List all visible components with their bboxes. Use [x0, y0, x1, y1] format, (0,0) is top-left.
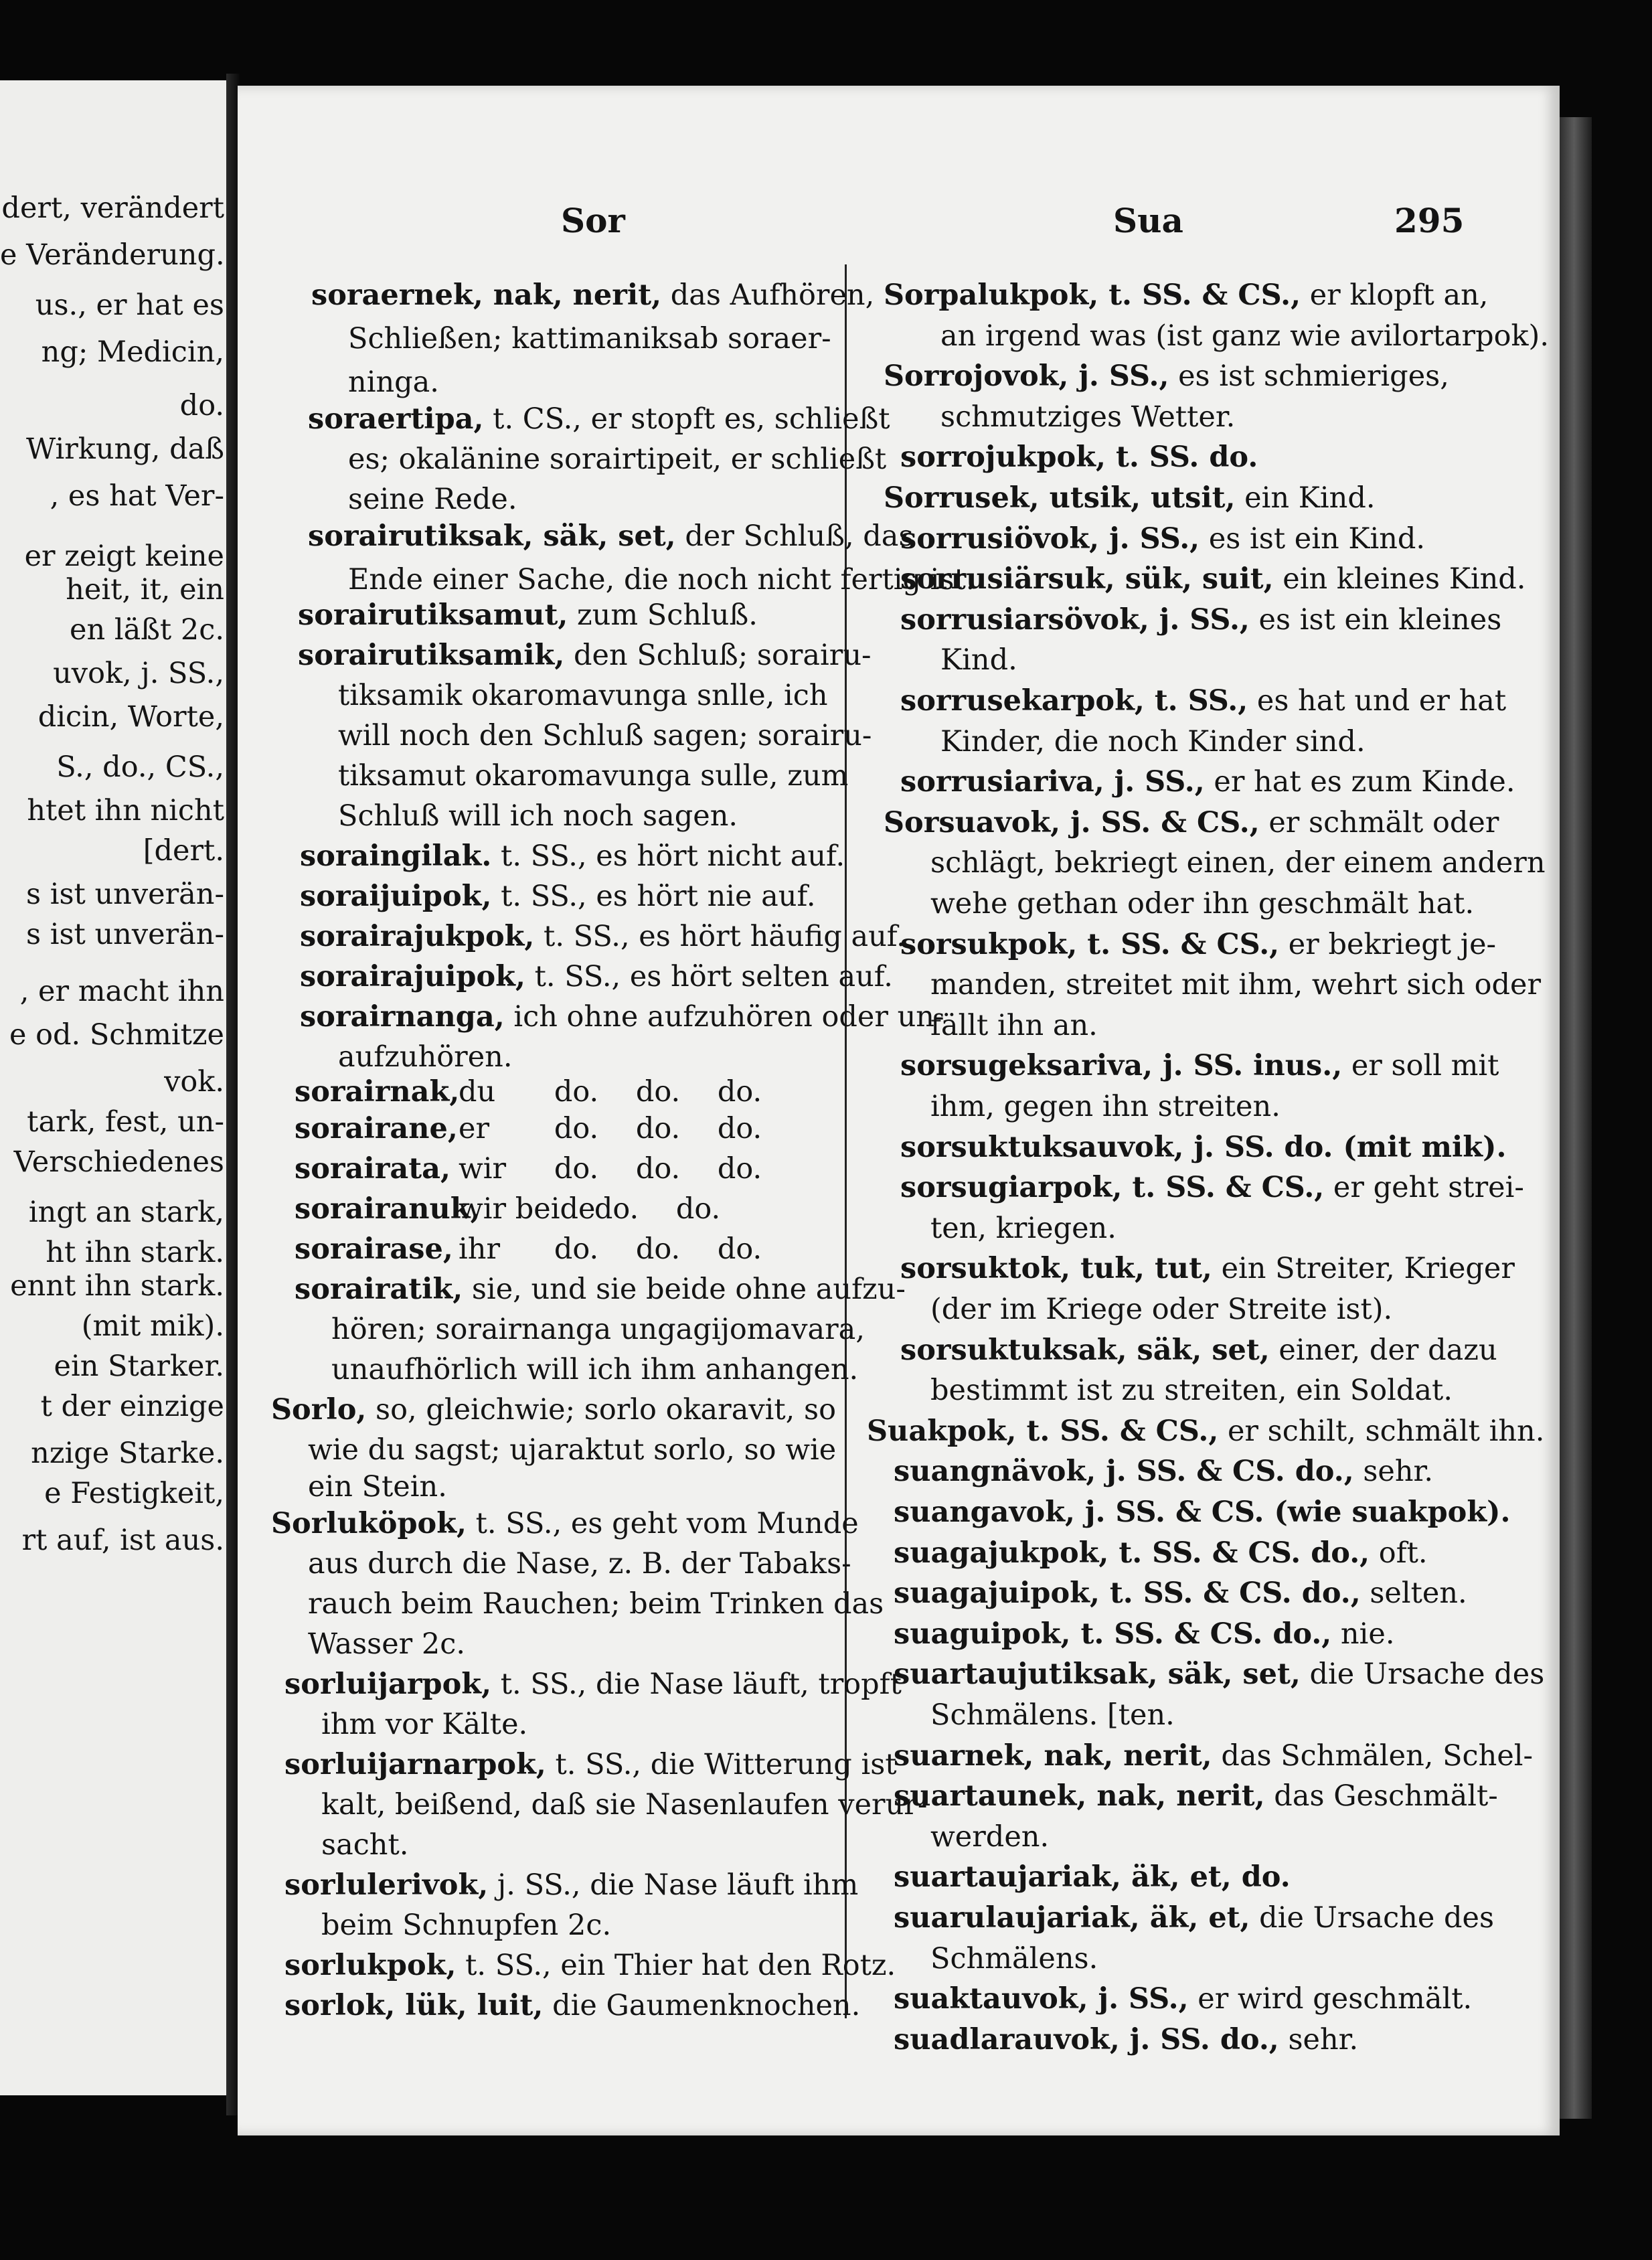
gloss: du [459, 1075, 496, 1109]
entry-continuation [930, 1009, 1098, 1042]
entry-continuation [321, 1911, 611, 1940]
facing-page-text: s ist unverän- [25, 878, 224, 911]
headword: Sorpalukpok, t. SS. & CS., [884, 278, 1301, 312]
entry-headword-line [300, 1000, 944, 1034]
entry-headword-line [900, 440, 1258, 474]
entry-continuation [930, 1214, 1117, 1243]
entry-headword-line [894, 1457, 1433, 1486]
do-table-row [295, 1075, 780, 1109]
facing-page-text: vok. [164, 1065, 224, 1099]
facing-page-text: ng; Medicin, [41, 335, 224, 369]
ditto-mark: do. [717, 1075, 762, 1109]
entry-headword-line [298, 598, 758, 632]
entry-continuation [308, 1587, 884, 1621]
facing-page-text: Verschiedenes [13, 1145, 224, 1179]
headword: sorairajukpok, [300, 920, 535, 953]
headword: sorairnanga, [300, 1000, 505, 1034]
headword: suartaunek, nak, nerit, [894, 1779, 1265, 1813]
entry-headword-line [298, 641, 872, 670]
entry-headword-line [900, 1252, 1515, 1285]
headword: suartaujariak, äk, et, do. [894, 1860, 1291, 1894]
entry-headword-line [900, 765, 1515, 799]
ditto-mark: do. [635, 1112, 681, 1145]
definition-text: er soll mit [1342, 1049, 1499, 1082]
headword: sorrusiarsövok, j. SS., [900, 603, 1250, 637]
definition-text: es ist ein kleines [1249, 603, 1502, 637]
entry-headword-line [271, 1393, 836, 1427]
headword: sorlulerivok, [284, 1868, 489, 1902]
headword: Suakpok, t. SS. & CS., [867, 1415, 1219, 1448]
definition-text: einer, der dazu [1269, 1334, 1497, 1367]
definition-text: sehr. [1353, 1455, 1434, 1488]
definition-text: zum Schluß. [568, 598, 758, 632]
facing-page-text: ennt ihn stark. [10, 1269, 224, 1303]
headword: sorairatik, [295, 1273, 463, 1306]
entry-headword-line [284, 1868, 859, 1902]
entry-headword-line [284, 1670, 902, 1699]
entry-continuation [930, 968, 1542, 1001]
definition-text: es; okalänine sorairtipeit, er schließt [348, 442, 887, 476]
facing-page-text: t der einzige [40, 1390, 224, 1423]
facing-page-text: uvok, j. SS., [53, 657, 224, 690]
definition-text: Kinder, die noch Kinder sind. [940, 725, 1366, 758]
headword: Sorsuavok, j. SS. & CS., [884, 806, 1260, 839]
definition-text: fällt ihn an. [930, 1009, 1098, 1042]
headword: sorrusekarpok, t. SS., [900, 684, 1248, 718]
definition-text: es hat und er hat [1248, 684, 1507, 718]
entry-headword-line [300, 839, 845, 873]
definition-text: er bekriegt je- [1279, 928, 1497, 961]
entry-continuation [338, 719, 872, 752]
entry-continuation [348, 485, 517, 514]
entry-headword-line [300, 882, 816, 911]
headword: suangavok, j. SS. & CS. (wie suakpok). [894, 1496, 1511, 1529]
headword: suagajuipok, t. SS. & CS. do., [894, 1577, 1361, 1610]
entry-headword-line [900, 603, 1502, 637]
entry-headword-line [284, 1951, 896, 1980]
headword: sorsugeksariva, j. SS. inus., [900, 1049, 1343, 1082]
facing-page-text: (mit mik). [81, 1309, 224, 1343]
entry-continuation [930, 887, 1475, 920]
definition-text: wehe gethan oder ihn geschmält hat. [930, 887, 1475, 920]
entry-headword-line [311, 278, 875, 312]
definition-text: er wird geschmält. [1188, 1982, 1473, 2016]
headword: suartaujutiksak, säk, set, [894, 1658, 1301, 1691]
facing-page-text: dicin, Worte, [37, 700, 224, 734]
entry-continuation [940, 643, 1017, 677]
headword: sorrusiärsuk, sük, suit, [900, 562, 1274, 596]
entry-continuation [348, 322, 831, 355]
entry-headword-line [884, 806, 1499, 839]
headword: sorairnak, [295, 1075, 460, 1109]
definition-text: tiksamut okaromavunga sulle, zum [338, 759, 849, 793]
headword: sorairanuk, [295, 1192, 481, 1226]
headword: Sorlo, [271, 1393, 367, 1427]
definition-text: er hat es zum Kinde. [1204, 765, 1515, 799]
entry-continuation [930, 1942, 1098, 1975]
entry-headword-line [884, 359, 1449, 393]
definition-text: den Schluß; sorairu- [564, 639, 872, 672]
headword: suadlarauvok, j. SS. do., [894, 2023, 1279, 2056]
ditto-mark: do. [554, 1075, 599, 1109]
entry-headword-line [300, 922, 906, 951]
entry-headword-line [894, 1860, 1291, 1894]
headword: suaguipok, t. SS. & CS. do., [894, 1617, 1332, 1651]
entry-continuation [338, 681, 828, 710]
facing-page-text: us., er hat es [35, 289, 224, 322]
headword: Sorrojovok, j. SS., [884, 359, 1169, 393]
ditto-mark: do. [594, 1192, 639, 1226]
ditto-mark: do. [717, 1232, 762, 1266]
definition-text: t. SS., es hört häufig auf. [534, 920, 906, 953]
entry-headword-line [894, 1982, 1473, 2016]
definition-text: aufzuhören. [338, 1040, 513, 1074]
definition-text: Schluß will ich noch sagen. [338, 799, 738, 833]
definition-text: an irgend was (ist ganz wie avilortarpok). [940, 319, 1550, 353]
entry-headword-line [900, 1171, 1524, 1204]
entry-headword-line [884, 481, 1376, 515]
definition-text: der Schluß, das [675, 519, 914, 553]
entry-headword-line [300, 960, 893, 993]
ditto-mark: do. [717, 1112, 762, 1145]
entry-continuation [930, 1820, 1050, 1854]
headword: sorsuktuksauvok, j. SS. do. (mit mik). [900, 1131, 1507, 1164]
entry-headword-line [271, 1507, 859, 1540]
entry-continuation [348, 563, 975, 596]
entry-continuation [308, 1627, 466, 1661]
headword: sorsukpok, t. SS. & CS., [900, 928, 1280, 961]
definition-text: ein Kind. [1235, 481, 1376, 515]
headword: suarulaujariak, äk, et, [894, 1901, 1250, 1935]
headword: sorairutiksamut, [298, 598, 568, 632]
definition-text: das Geschmält- [1264, 1779, 1498, 1813]
definition-text: das Aufhören, [661, 278, 875, 312]
facing-page-text: e od. Schmitze [9, 1018, 224, 1052]
definition-text: hören; sorairnanga ungagijomavara, [331, 1313, 865, 1346]
entry-headword-line [900, 522, 1426, 556]
headword: soraernek, nak, nerit, [311, 278, 662, 312]
page-number: 295 [1394, 201, 1465, 240]
definition-text: er schmält oder [1259, 806, 1499, 839]
definition-text: beim Schnupfen 2c. [321, 1909, 612, 1942]
definition-text: ein Stein. [308, 1470, 447, 1504]
ditto-mark: do. [675, 1192, 721, 1226]
facing-page-text: rt auf, ist aus. [21, 1524, 224, 1557]
headword: sorrojukpok, t. SS. do. [900, 440, 1258, 474]
definition-text: er geht strei- [1324, 1171, 1524, 1204]
headword: sorairane, [295, 1112, 458, 1145]
definition-text: er klopft an, [1301, 278, 1489, 312]
definition-text: er schilt, schmält ihn. [1218, 1415, 1545, 1448]
headword: suagajukpok, t. SS. & CS. do., [894, 1536, 1370, 1570]
headword: sorsuktok, tuk, tut, [900, 1252, 1212, 1285]
definition-text: rauch beim Rauchen; beim Trinken das [308, 1587, 884, 1621]
definition-text: die Gaumenknochen. [543, 1989, 861, 2022]
left-guide-word: Sor [561, 201, 625, 240]
definition-text: die Ursache des [1250, 1901, 1495, 1935]
facing-page-text: do. [179, 389, 224, 422]
definition-text: werden. [930, 1820, 1050, 1854]
do-table-row [295, 1112, 780, 1145]
definition-text: Ende einer Sache, die noch nicht fertig ist. [348, 563, 975, 596]
entry-headword-line [894, 1739, 1534, 1773]
entry-headword-line [900, 562, 1526, 596]
definition-text: will noch den Schluß sagen; sorairu- [338, 719, 872, 752]
entry-continuation [930, 846, 1546, 880]
definition-text: es ist ein Kind. [1200, 522, 1426, 556]
entry-headword-line [900, 684, 1507, 718]
definition-text: ich ohne aufzuhören oder un- [504, 1000, 944, 1034]
definition-text: sie, und sie beide ohne aufzu- [463, 1273, 906, 1306]
facing-page-text: dert, verändert [1, 191, 224, 225]
facing-page-text: , es hat Ver- [50, 479, 224, 513]
definition-text: t. SS., ein Thier hat den Rotz. [456, 1949, 896, 1982]
headword: sorlok, lük, luit, [284, 1989, 544, 2022]
gloss: wir beide [459, 1192, 596, 1226]
do-table-row [295, 1232, 780, 1266]
headword: sorluijarpok, [284, 1668, 492, 1701]
definition-text: t. SS., die Witterung ist [546, 1748, 897, 1781]
definition-text: sehr. [1278, 2023, 1359, 2056]
entry-continuation [308, 1433, 837, 1467]
entry-headword-line [894, 1779, 1498, 1813]
entry-continuation [321, 1788, 928, 1822]
definition-text: oft. [1370, 1536, 1428, 1570]
definition-text: ihm vor Kälte. [321, 1708, 528, 1741]
entry-continuation [338, 799, 738, 833]
facing-page-text: htet ihn nicht [27, 794, 224, 827]
definition-text: sacht. [321, 1828, 409, 1862]
page-edge [1560, 117, 1592, 2119]
ditto-mark: do. [635, 1232, 681, 1266]
entry-continuation [308, 1547, 851, 1581]
entry-continuation [940, 400, 1236, 434]
entry-headword-line [894, 1901, 1495, 1935]
entry-headword-line [884, 278, 1489, 312]
entry-continuation [338, 759, 849, 793]
definition-text: bestimmt ist zu streiten, ein Soldat. [930, 1374, 1453, 1407]
definition-text: Schließen; kattimaniksab soraer- [348, 322, 831, 355]
entry-headword-line [900, 928, 1497, 961]
definition-text: schmutziges Wetter. [940, 400, 1236, 434]
facing-page-text: ingt an stark, [28, 1196, 224, 1229]
entry-headword-line [894, 1660, 1544, 1689]
definition-text: nie. [1331, 1617, 1395, 1651]
definition-text: Kind. [940, 643, 1017, 677]
headword: suangnävok, j. SS. & CS. do., [894, 1455, 1354, 1488]
definition-text: t. SS., die Nase läuft, tropft [491, 1668, 902, 1701]
definition-text: Wasser 2c. [308, 1627, 466, 1661]
ditto-mark: do. [554, 1152, 599, 1186]
entry-headword-line [894, 2023, 1359, 2056]
entry-continuation [930, 1090, 1281, 1123]
entry-headword-line [894, 1617, 1395, 1651]
headword: soraingilak. [300, 839, 492, 873]
facing-page-text: e Veränderung. [0, 238, 225, 272]
entry-headword-line [894, 1498, 1510, 1527]
entry-continuation [930, 1698, 1175, 1732]
headword: soraijuipok, [300, 880, 492, 913]
definition-text: seine Rede. [348, 483, 517, 516]
definition-text: t. SS., es hört nie auf. [491, 880, 816, 913]
headword: sorairutiksak, säk, set, [308, 519, 676, 553]
definition-text: manden, streitet mit ihm, wehrt sich oder [930, 968, 1542, 1001]
definition-text: die Ursache des [1300, 1658, 1545, 1691]
definition-text: t. SS., es geht vom Munde [466, 1507, 859, 1540]
headword: suaktauvok, j. SS., [894, 1982, 1189, 2016]
ditto-mark: do. [635, 1075, 681, 1109]
ditto-mark: do. [635, 1152, 681, 1186]
definition-text: t. CS., er stopft es, schließt [483, 402, 890, 436]
headword: sorrusiariva, j. SS., [900, 765, 1205, 799]
entry-headword-line [894, 1579, 1467, 1608]
definition-text: Schmälens. [930, 1942, 1098, 1975]
facing-page-text: en läßt 2c. [70, 613, 224, 647]
definition-text: das Schmälen, Schel- [1212, 1739, 1534, 1773]
entry-headword-line [900, 1336, 1497, 1365]
facing-page-text: [dert. [143, 834, 224, 868]
do-table-row [295, 1152, 780, 1186]
entry-continuation [930, 1295, 1392, 1324]
definition-text: ihm, gegen ihn streiten. [930, 1090, 1281, 1123]
definition-text: t. SS., es hört nicht auf. [491, 839, 845, 873]
entry-headword-line [894, 1536, 1428, 1570]
entry-headword-line [867, 1417, 1544, 1446]
facing-page-text: ein Starker. [54, 1350, 224, 1383]
definition-text: selten. [1360, 1577, 1467, 1610]
entry-continuation [321, 1828, 409, 1862]
entry-headword-line [284, 1989, 861, 2022]
ditto-mark: do. [554, 1232, 599, 1266]
headword: suarnek, nak, nerit, [894, 1739, 1212, 1773]
definition-text: Schmälens. [ten. [930, 1698, 1175, 1732]
definition-text: (der im Kriege oder Streite ist). [930, 1293, 1393, 1326]
facing-page-text: tark, fest, un- [27, 1105, 224, 1139]
entry-headword-line [308, 402, 890, 436]
facing-page-text: s ist unverän- [25, 918, 224, 951]
facing-page-text: ht ihn stark. [46, 1236, 224, 1269]
headword: Sorluköpok, [271, 1507, 467, 1540]
definition-text: ten, kriegen. [930, 1212, 1117, 1245]
facing-page-fragment [0, 80, 226, 2095]
definition-text: t. SS., es hört selten auf. [525, 960, 893, 993]
definition-text: unaufhörlich will ich ihm anhangen. [331, 1353, 859, 1386]
definition-text: ein kleines Kind. [1273, 562, 1526, 596]
gloss: er [459, 1112, 490, 1145]
headword: sorairutiksamik, [298, 639, 565, 672]
entry-headword-line [900, 1133, 1506, 1162]
definition-text: ninga. [348, 366, 439, 399]
definition-text: so, gleichwie; sorlo okaravit, so [366, 1393, 836, 1427]
entry-continuation [930, 1376, 1453, 1405]
headword: sorrusiövok, j. SS., [900, 522, 1200, 556]
definition-text: wie du sagst; ujaraktut sorlo, so wie [308, 1433, 837, 1467]
facing-page-text: e Festigkeit, [44, 1477, 224, 1510]
entry-continuation [338, 1040, 513, 1074]
entry-continuation [348, 368, 439, 397]
entry-headword-line [284, 1748, 897, 1781]
entry-continuation [308, 1470, 447, 1504]
facing-page-text: Wirkung, daß [26, 432, 224, 466]
entry-headword-line [308, 519, 914, 553]
headword: Sorrusek, utsik, utsit, [884, 481, 1236, 515]
entry-headword-line [295, 1275, 906, 1304]
definition-text: kalt, beißend, daß sie Nasenlaufen verur- [321, 1788, 928, 1822]
headword: sorlukpok, [284, 1949, 457, 1982]
entry-continuation [331, 1315, 865, 1344]
entry-continuation [348, 442, 887, 476]
entry-headword-line [900, 1049, 1499, 1082]
definition-text: es ist schmieriges, [1169, 359, 1449, 393]
entry-continuation [321, 1710, 527, 1739]
right-guide-word: Sua [1113, 201, 1183, 240]
facing-page-text: nzige Starke. [31, 1437, 224, 1470]
headword: sorsugiarpok, t. SS. & CS., [900, 1171, 1325, 1204]
definition-text: schlägt, bekriegt einen, der einem andern [930, 846, 1546, 880]
facing-page-text: heit, it, ein [66, 573, 224, 607]
gloss: ihr [459, 1232, 501, 1266]
definition-text: aus durch die Nase, z. B. der Tabaks- [308, 1547, 851, 1581]
headword: sorluijarnarpok, [284, 1748, 546, 1781]
entry-continuation [940, 725, 1366, 758]
definition-text: j. SS., die Nase läuft ihm [488, 1868, 859, 1902]
facing-page-text: S., do., CS., [56, 750, 224, 784]
headword: sorairata, [295, 1152, 450, 1186]
headword: sorairajuipok, [300, 960, 525, 993]
definition-text: ein Streiter, Krieger [1212, 1252, 1515, 1285]
headword: sorairase, [295, 1232, 453, 1266]
entry-continuation [331, 1353, 859, 1386]
entry-continuation [940, 319, 1550, 353]
headword: sorsuktuksak, säk, set, [900, 1334, 1270, 1367]
ditto-mark: do. [717, 1152, 762, 1186]
headword: soraertipa, [308, 402, 484, 436]
gloss: wir [459, 1152, 507, 1186]
facing-page-text: , er macht ihn [19, 975, 224, 1008]
definition-text: tiksamik okaromavunga snlle, ich [338, 679, 828, 712]
facing-page-text: er zeigt keine [24, 540, 224, 573]
do-table-row [295, 1192, 739, 1226]
ditto-mark: do. [554, 1112, 599, 1145]
